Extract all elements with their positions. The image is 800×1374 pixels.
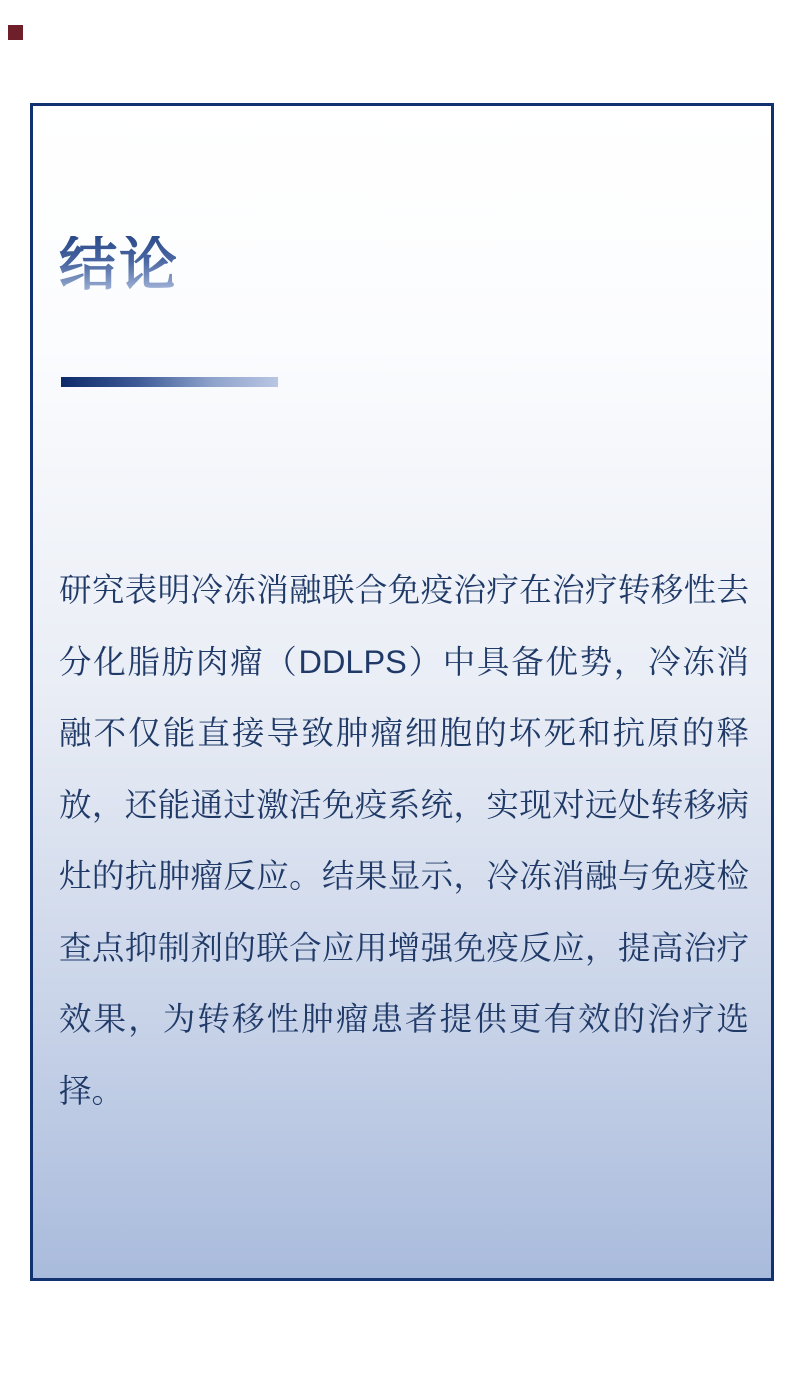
page-title: 结论 xyxy=(59,232,180,297)
conclusion-paragraph: 研究表明冷冻消融联合免疫治疗在治疗转移性去分化脂肪肉瘤（DDLPS）中具备优势，冷冻消融不仅能直接导致肿瘤细胞的坏死和抗原的释放，还能通过激活免疫系统，实现对远处转移病灶的抗肿瘤反应。结果显示，冷冻消融与免疫检查点抑制剂的联合应用增强免疫反应，提高治疗效果，为转移性肿瘤患者提供更有效的治疗选择。 xyxy=(59,572,749,1109)
title-divider xyxy=(61,377,278,387)
corner-accent-square xyxy=(8,25,23,40)
conclusion-card xyxy=(30,103,774,1281)
